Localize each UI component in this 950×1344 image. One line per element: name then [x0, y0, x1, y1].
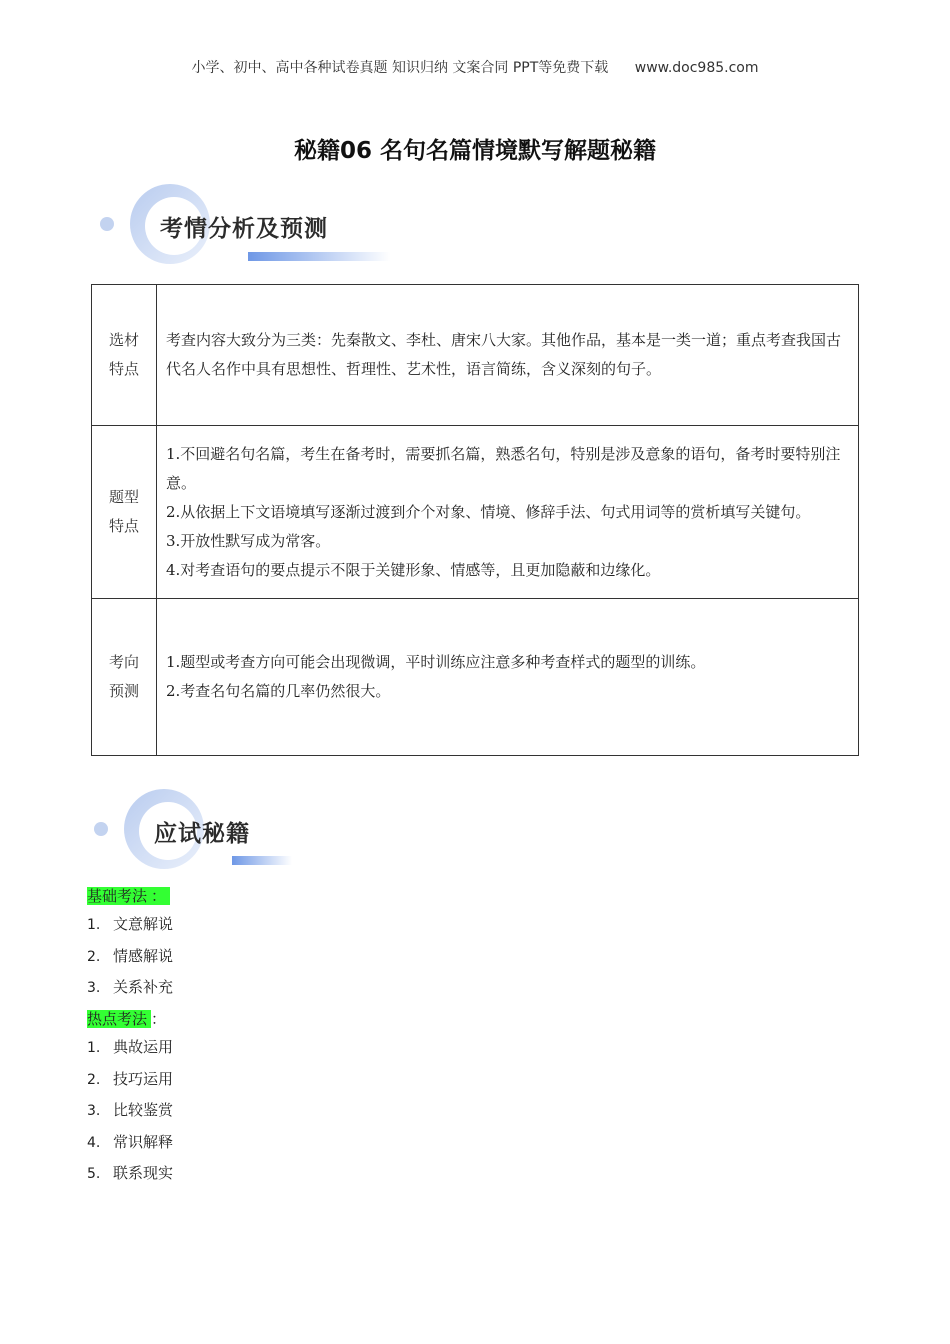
item-number: 4. — [87, 1134, 101, 1151]
row-heading-line: 预测 — [108, 682, 139, 700]
list-item — [87, 1032, 173, 1064]
header-site: www.doc985.com — [634, 60, 759, 76]
hot-methods-heading — [87, 1008, 166, 1029]
row-heading — [92, 426, 157, 599]
row-content — [157, 426, 859, 599]
row-heading-line: 考向 — [108, 653, 139, 671]
item-text: 技巧运用 — [113, 1069, 174, 1088]
list-item — [87, 941, 173, 973]
item-text: 文意解说 — [113, 915, 174, 933]
heading-colon: ： — [151, 887, 170, 905]
row-heading-line: 题型 — [108, 488, 139, 506]
highlight-label: 热点考法 — [87, 1010, 151, 1028]
item-number: 1. — [87, 917, 101, 933]
page-title: 秘籍06 名句名篇情境默写解题秘籍 — [293, 138, 656, 164]
badge-tips-label: 应试秘籍 — [154, 821, 250, 847]
row-heading — [92, 599, 157, 756]
list-item — [87, 1127, 173, 1159]
item-text: 常识解释 — [113, 1132, 174, 1151]
list-item — [87, 1095, 173, 1127]
item-number: 3. — [87, 980, 101, 996]
row-heading-line: 特点 — [108, 517, 139, 535]
analysis-table — [91, 284, 859, 756]
hot-methods-list — [87, 1032, 173, 1190]
table-row — [92, 599, 859, 756]
table-row — [92, 426, 859, 599]
content-line: 考查内容大致分为三类：先秦散文、李杜、唐宋八大家。其他作品，基本是一类一道；重点考查我国古代名人名作中具有思想性、哲理性、艺术性，语言简练，含义深刻的句子。 — [166, 331, 842, 378]
item-text: 关系补充 — [113, 978, 174, 996]
page-header — [0, 57, 950, 77]
item-number: 5. — [87, 1166, 101, 1182]
item-text: 典故运用 — [113, 1038, 174, 1056]
item-text: 比较鉴赏 — [113, 1101, 174, 1119]
row-content — [157, 285, 859, 426]
item-number: 2. — [87, 948, 101, 965]
badge-analysis-label: 考情分析及预测 — [160, 216, 328, 242]
content-line: 2.从依据上下文语境填写逐渐过渡到介个对象、情境、修辞手法、句式用词等的赏析填写关键句。 — [166, 502, 811, 521]
content-line: 4.对考查语句的要点提示不限于关键形象、情感等，且更加隐蔽和边缘化。 — [166, 560, 661, 579]
heading-colon: ： — [151, 1010, 167, 1028]
list-item — [87, 909, 173, 941]
basic-methods-list — [87, 909, 173, 1004]
item-text: 联系现实 — [113, 1164, 174, 1182]
item-text: 情感解说 — [113, 946, 174, 965]
list-item — [87, 1064, 173, 1096]
row-heading-line: 特点 — [108, 360, 139, 378]
row-heading-line: 选材 — [108, 331, 139, 349]
row-heading — [92, 285, 157, 426]
content-line: 2.考查名句名篇的几率仍然很大。 — [166, 682, 391, 700]
list-item — [87, 972, 173, 1004]
row-content — [157, 599, 859, 756]
content-line: 1.题型或考查方向可能会出现微调，平时训练应注意多种考查样式的题型的训练。 — [166, 653, 706, 671]
header-text: 小学、初中、高中各种试卷真题 知识归纳 文案合同 PPT等免费下载 — [191, 60, 609, 76]
highlight-label: 基础考法 — [87, 887, 151, 905]
content-line: 3.开放性默写成为常客。 — [166, 531, 331, 550]
table-row — [92, 285, 859, 426]
section-badge-analysis — [98, 180, 398, 270]
item-number: 2. — [87, 1071, 101, 1088]
item-number: 3. — [87, 1103, 101, 1119]
item-number: 1. — [87, 1040, 101, 1056]
content-line: 1.不回避名句名篇，考生在备考时，需要抓名篇，熟悉名句，特别是涉及意象的语句，备考时要特别注意。 — [166, 444, 841, 492]
section-badge-tips — [92, 784, 302, 874]
basic-methods-heading — [87, 885, 170, 906]
list-item — [87, 1158, 173, 1190]
